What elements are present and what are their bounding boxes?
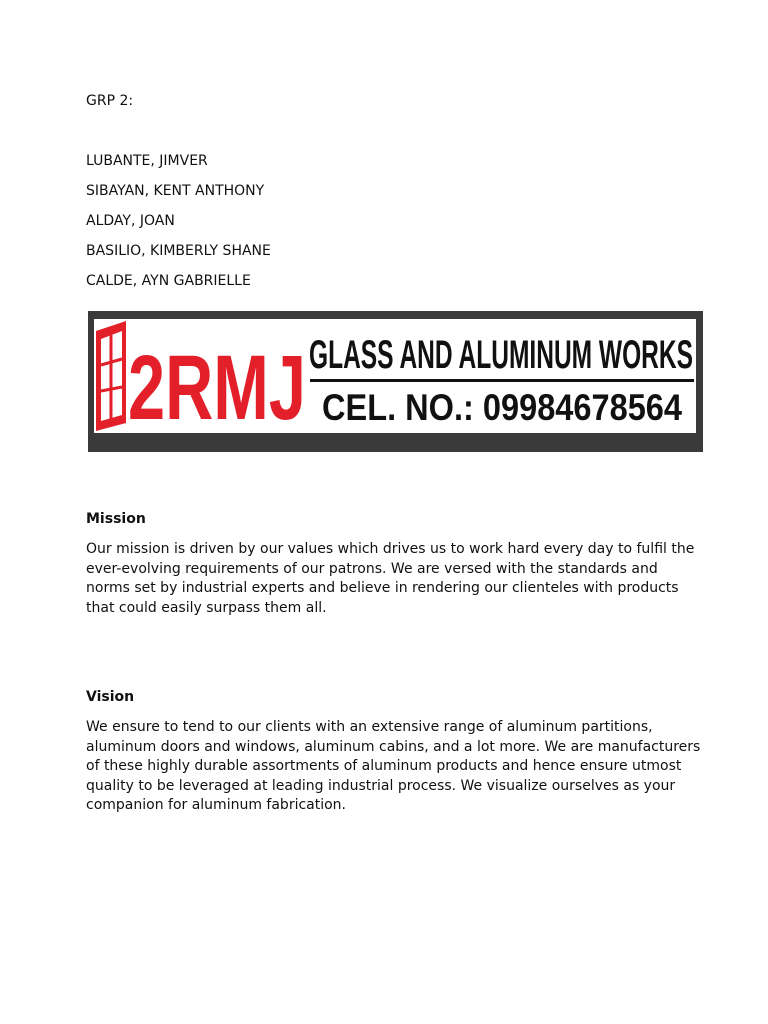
brand-name: 2RMJ [128, 337, 306, 433]
window-icon [96, 321, 126, 431]
member-name: ALDAY, JOAN [86, 213, 175, 229]
member-name: BASILIO, KIMBERLY SHANE [86, 243, 271, 259]
member-name: SIBAYAN, KENT ANTHONY [86, 183, 265, 199]
banner-divider [310, 379, 694, 382]
company-logo [94, 319, 696, 433]
vision-text: We ensure to tend to our clients with an extensive range of aluminum partitions, aluminum doors and windows, aluminum cabins, and a lot more. We are manufacturers of these highly durable assortments of aluminum products and hence ensure utmost quality to be leveraged at leading industrial process. We visualize ourselves as your companion for aluminum fabrication. [86, 719, 701, 813]
company-banner [88, 311, 703, 452]
mission-heading: Mission [86, 511, 146, 527]
group-label: GRP 2: [86, 93, 134, 109]
vision-heading: Vision [86, 689, 135, 705]
member-name: LUBANTE, JIMVER [86, 153, 208, 169]
company-tagline: GLASS AND ALUMINUM WORKS [309, 333, 693, 377]
member-list [86, 153, 271, 303]
member-name: CALDE, AYN GABRIELLE [86, 273, 251, 289]
banner-panel [94, 319, 696, 433]
contact-number: CEL. NO.: 09984678564 [322, 387, 683, 428]
mission-text: Our mission is driven by our values which drives us to work hard every day to fulfil the ever-evolving requirements of our patrons. We are versed with the standards and norms set by industrial experts and believe in rendering our clienteles with products that could easily surpass them all. [86, 541, 695, 616]
